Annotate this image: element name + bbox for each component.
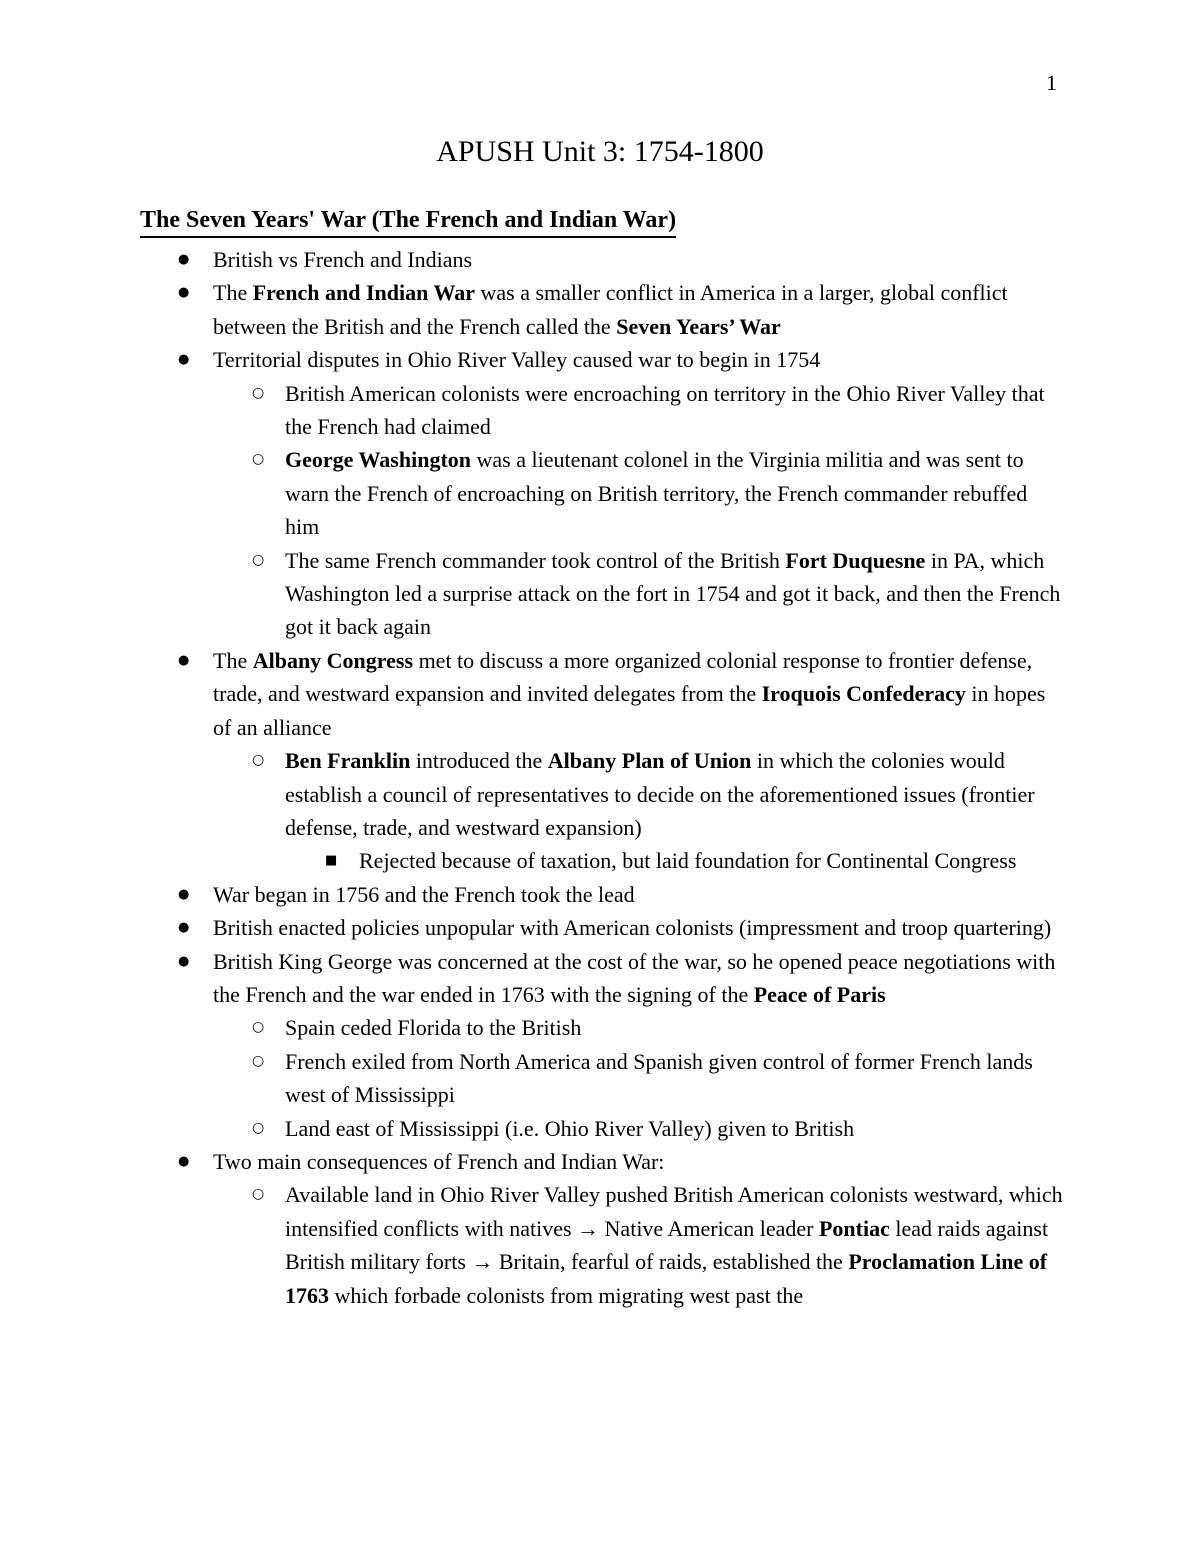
note-item-level-2 <box>140 744 1065 844</box>
bold-text-run: Fort Duquesne <box>785 547 926 573</box>
filled-circle-bullet-icon: ● <box>178 953 190 969</box>
text-run: French exiled from North America and Spanish given control of former French lands west of Mississippi <box>285 1048 1033 1108</box>
filled-circle-bullet-icon: ● <box>178 352 190 368</box>
page-number: 1 <box>1046 70 1057 95</box>
text-run: in hopes of an alliance <box>213 681 1046 740</box>
text-run: Land east of Mississippi (i.e. Ohio River Valley) given to British <box>285 1115 855 1141</box>
text-run: British King George was concerned at the cost of the war, so he opened peace negotiations with the French and the war ended in 1763 with the signing of the <box>213 948 1056 1007</box>
text-run: British vs French and Indians <box>213 247 473 272</box>
text-run: Spain ceded Florida to the British <box>285 1015 582 1041</box>
filled-circle-bullet-icon: ● <box>178 252 190 267</box>
note-item-level-1 <box>140 343 1065 376</box>
note-item-level-1 <box>140 276 1065 343</box>
open-circle-bullet-icon: ○ <box>252 384 265 401</box>
bold-text-run: Peace of Paris <box>753 981 886 1007</box>
note-text <box>285 1182 1063 1307</box>
note-item-level-2 <box>140 544 1065 644</box>
note-text <box>213 280 1008 338</box>
text-run: The same French commander took control of the British <box>285 547 786 573</box>
text-run: Available land in Ohio River Valley pushed British American colonists westward, which intensified conflicts with natives → Native American leader <box>285 1182 1063 1241</box>
filled-circle-bullet-icon: ● <box>178 285 190 301</box>
note-text <box>285 1049 1033 1107</box>
bold-text-run: George Washington <box>285 447 472 473</box>
bold-text-run: Ben Franklin <box>285 748 411 774</box>
text-run: Territorial disputes in Ohio River Valley caused war to begin in 1754 <box>213 347 821 373</box>
bold-text-run: Seven Years’ War <box>616 313 781 339</box>
text-run: met to discuss a more organized colonial response to frontier defense, trade, and westward expansion and invited delegates from the <box>213 647 1033 707</box>
filled-circle-bullet-icon: ● <box>178 886 190 902</box>
note-item-level-1 <box>140 911 1065 944</box>
text-run: The <box>213 280 253 306</box>
text-run: War began in 1756 and the French took the lead <box>213 881 635 907</box>
note-item-level-1 <box>140 243 1065 276</box>
open-circle-bullet-icon: ○ <box>252 1119 265 1136</box>
note-item-level-2 <box>140 443 1065 543</box>
text-run: lead raids against British military forts → Britain, fearful of raids, established the <box>285 1215 1049 1275</box>
text-run: was a lieutenant colonel in the Virginia militia and was sent to warn the French of encroaching on British territory, the French commander rebuffed him <box>285 447 1028 540</box>
bold-text-run: Albany Plan of Union <box>547 748 752 774</box>
note-item-level-2 <box>140 1112 1065 1145</box>
text-run: Two main consequences of French and Indian War: <box>213 1148 665 1174</box>
bold-text-run: Albany Congress <box>252 647 414 673</box>
text-run: introduced the <box>410 748 548 774</box>
filled-square-bullet-icon: ■ <box>325 853 338 869</box>
document-title: APUSH Unit 3: 1754-1800 <box>436 135 764 168</box>
note-text <box>213 915 1051 940</box>
note-item-level-2 <box>140 1011 1065 1044</box>
note-item-level-2 <box>140 1178 1065 1312</box>
text-run: British enacted policies unpopular with American colonists (impressment and troop quartering) <box>213 915 1052 941</box>
open-circle-bullet-icon: ○ <box>252 1019 265 1036</box>
note-item-level-1 <box>140 644 1065 744</box>
note-text <box>285 447 1027 539</box>
note-text <box>213 247 472 272</box>
note-item-level-1 <box>140 1145 1065 1178</box>
note-text <box>285 381 1045 439</box>
text-run: in PA, which Washington led a surprise attack on the fort in 1754 and got it back, and then the French got it back again <box>285 547 1061 640</box>
note-item-level-3 <box>140 844 1065 877</box>
open-circle-bullet-icon: ○ <box>252 1186 265 1203</box>
bold-text-run: Proclamation Line of 1763 <box>285 1249 1048 1308</box>
open-circle-bullet-icon: ○ <box>252 752 265 769</box>
note-item-level-2 <box>140 1045 1065 1112</box>
notes-list <box>140 243 1065 1312</box>
section-heading-text: The Seven Years' War (The French and Indian War) <box>140 207 676 238</box>
bold-text-run: Iroquois Confederacy <box>761 681 966 707</box>
text-run: which forbade colonists from migrating west past the <box>329 1282 804 1308</box>
filled-circle-bullet-icon: ● <box>178 1153 190 1169</box>
text-run: The <box>213 647 253 673</box>
note-text <box>213 949 1055 1007</box>
note-text <box>213 882 635 907</box>
bold-text-run: Pontiac <box>818 1215 890 1241</box>
text-run: was a smaller conflict in America in a larger, global conflict between the British and the French called the <box>213 280 1008 339</box>
note-item-level-2 <box>140 377 1065 444</box>
text-run: British American colonists were encroaching on territory in the Ohio River Valley that the French had claimed <box>285 380 1045 440</box>
open-circle-bullet-icon: ○ <box>252 551 265 568</box>
filled-circle-bullet-icon: ● <box>178 652 190 668</box>
note-text <box>213 1149 664 1174</box>
note-text <box>213 347 820 372</box>
section-heading <box>140 205 676 235</box>
note-text <box>359 848 1016 873</box>
open-circle-bullet-icon: ○ <box>252 451 265 468</box>
note-text <box>285 748 1035 840</box>
note-text <box>285 1116 854 1141</box>
filled-circle-bullet-icon: ● <box>178 920 190 936</box>
note-item-level-1 <box>140 945 1065 1012</box>
open-circle-bullet-icon: ○ <box>252 1052 265 1069</box>
note-text <box>213 648 1045 740</box>
note-text <box>285 1015 581 1040</box>
bold-text-run: French and Indian War <box>252 280 476 306</box>
note-text <box>285 548 1060 640</box>
text-run: in which the colonies would establish a council of representatives to decide on the aforementioned issues (frontier defense, trade, and westward expansion) <box>285 748 1035 840</box>
text-run: Rejected because of taxation, but laid foundation for Continental Congress <box>359 848 1017 874</box>
note-item-level-1 <box>140 878 1065 911</box>
